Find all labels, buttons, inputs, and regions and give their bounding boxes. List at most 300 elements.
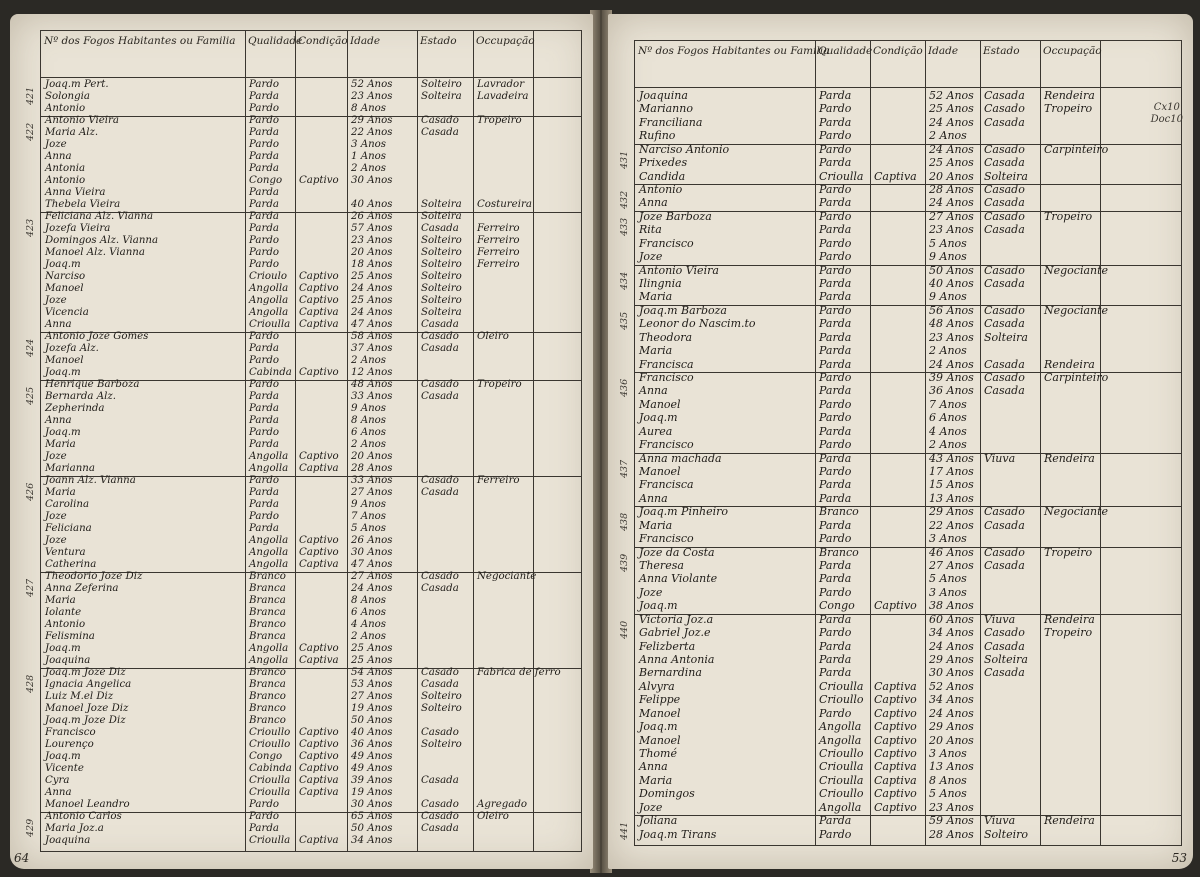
condicao-cell: Captiva [874,760,917,774]
estado-cell: Solteiro [421,247,462,258]
idade-cell: 56 Anos [929,303,974,317]
name-cell: Gabriel Joz.e [639,626,711,640]
idade-cell: 24 Anos [929,196,974,210]
qualidade-cell: Pardo [249,355,279,366]
ocupacao-cell: Rendeira [1044,612,1095,626]
estado-cell: Solteiro [421,691,462,702]
name-cell: Joaq.m [45,751,81,762]
name-cell: Thomé [639,747,677,760]
idade-cell: 50 Anos [929,263,974,277]
column-rule [925,41,926,845]
left-ledger-table [25,30,582,852]
estado-cell: Casado [421,811,459,822]
idade-cell: 25 Anos [351,271,393,282]
estado-cell: Solteira [421,211,462,222]
idade-cell: 48 Anos [351,379,393,390]
idade-cell: 24 Anos [351,583,393,594]
ocupacao-cell: Carpinteiro [1044,371,1109,384]
qualidade-cell: Pardo [249,331,279,342]
estado-cell: Solteira [984,653,1028,666]
name-cell: Antonio Carlos [45,811,122,822]
name-cell: Anna Zeferina [45,583,119,594]
ocupacao-cell: Tropeiro [477,379,522,390]
qualidade-cell: Parda [819,478,852,492]
idade-cell: 2 Anos [351,355,386,366]
qualidade-cell: Parda [249,127,279,138]
idade-cell: 25 Anos [351,643,393,654]
name-cell: Joaq.m Pert. [45,79,109,90]
qualidade-cell: Parda [819,639,852,653]
qualidade-cell: Parda [819,666,852,680]
column-rule [533,31,534,851]
idade-cell: 26 Anos [351,535,393,546]
idade-cell: 36 Anos [351,739,393,750]
estado-cell: Solteira [984,169,1028,183]
name-cell: Maria Joz.a [45,823,104,834]
column-rule [347,31,348,851]
condicao-cell: Captivo [874,706,917,720]
idade-cell: 25 Anos [351,655,393,666]
estado-cell: Solteira [421,199,462,210]
ocupacao-cell: Rendeira [1044,89,1095,102]
idade-cell: 3 Anos [929,532,967,546]
estado-cell: Casada [421,223,459,234]
qualidade-cell: Crioulla [249,787,291,798]
estado-cell: Casado [421,799,459,810]
name-cell: Maria Alz. [45,127,99,138]
name-cell: Solongia [45,91,90,102]
condicao-cell: Captivo [874,733,917,747]
fogo-number: 427 [25,578,36,597]
name-cell: Antonia [45,163,86,174]
condicao-cell: Captivo [299,751,339,762]
idade-cell: 33 Anos [351,391,393,402]
idade-cell: 2 Anos [929,438,967,452]
qualidade-cell: Crioullo [249,727,291,738]
qualidade-cell: Cabinda [249,367,292,378]
idade-cell: 40 Anos [351,727,393,738]
idade-cell: 3 Anos [351,139,386,150]
name-cell: Francisco [639,371,694,384]
name-cell: Joaq.m [45,643,81,654]
idade-cell: 25 Anos [929,102,974,116]
name-cell: Theodorio Joze Diz [45,571,143,582]
name-cell: Felippe [639,693,681,707]
estado-cell: Solteiro [421,271,462,282]
name-cell: Ilingnia [639,277,682,290]
estado-cell: Casado [984,626,1025,640]
idade-cell: 3 Anos [929,585,967,599]
estado-cell: Casada [984,559,1025,572]
ocupacao-cell: Oleiro [477,811,509,822]
name-cell: Maria [45,487,76,498]
condicao-cell: Captivo [874,720,917,734]
condicao-cell: Captiva [874,169,917,183]
idade-cell: 52 Anos [929,89,974,102]
qualidade-cell: Crioulo [249,271,288,282]
qualidade-cell: Pardo [249,811,279,822]
name-cell: Antonio Vieira [45,115,120,126]
qualidade-cell: Congo [249,751,283,762]
ocupacao-cell: Tropeiro [1044,626,1093,640]
name-cell: Joze [639,250,663,264]
condicao-cell: Captiva [299,559,339,570]
name-cell: Manoel Alz. Vianna [45,247,145,258]
qualidade-cell: Crioulla [819,169,864,183]
ocupacao-cell: Tropeiro [477,115,522,126]
idade-cell: 5 Anos [929,787,967,801]
name-cell: Joaq.m [45,427,81,438]
qualidade-cell: Parda [249,343,279,354]
name-cell: Joann Alz. Vianna [45,475,136,486]
ocupacao-cell: Fabrica de ferro [477,667,561,678]
qualidade-cell: Parda [819,223,852,237]
estado-cell: Casada [421,583,459,594]
idade-cell: 9 Anos [929,250,967,264]
condicao-cell: Captivo [874,800,917,814]
idade-cell: 27 Anos [929,559,974,572]
condicao-cell: Captivo [299,283,339,294]
fogo-number: 436 [619,378,630,397]
idade-cell: 8 Anos [929,773,967,787]
qualidade-cell: Pardo [249,475,279,486]
estado-cell: Casada [984,89,1025,102]
estado-cell: Solteiro [421,295,462,306]
idade-cell: 4 Anos [929,424,967,438]
ocupacao-cell: Negociante [1044,505,1109,519]
header-name-column: Nº dos Fogos Habitantes ou Familia [638,45,830,57]
qualidade-cell: Parda [249,487,279,498]
name-cell: Cyra [45,775,70,786]
qualidade-cell: Angolla [249,535,289,546]
idade-cell: 30 Anos [351,547,393,558]
qualidade-cell: Parda [819,277,852,290]
header-estado-column: Estado [983,45,1020,57]
name-cell: Joaq.m Pinheiro [639,505,729,519]
idade-cell: 29 Anos [929,653,974,666]
name-cell: Joze [45,451,67,462]
idade-cell: 34 Anos [929,626,974,640]
qualidade-cell: Parda [819,612,852,626]
idade-cell: 1 Anos [351,151,386,162]
fogo-number: 438 [619,513,630,532]
name-cell: Joaq.m [45,259,81,270]
name-cell: Manoel [639,733,681,747]
name-cell: Maria [639,344,673,358]
name-cell: Joaq.m Tirans [639,827,717,841]
idade-cell: 58 Anos [351,331,393,342]
idade-cell: 5 Anos [351,523,386,534]
condicao-cell: Captivo [299,295,339,306]
idade-cell: 7 Anos [929,397,967,411]
idade-cell: 5 Anos [929,236,967,250]
fogo-number: 426 [25,482,36,501]
name-cell: Anna [45,151,72,162]
column-rule [980,41,981,845]
name-cell: Manoel Joze Diz [45,703,129,714]
estado-cell: Solteiro [421,739,462,750]
idade-cell: 47 Anos [351,559,393,570]
ocupacao-cell: Lavadeira [477,91,529,102]
name-cell: Narciso [45,271,86,282]
qualidade-cell: Pardo [819,263,852,277]
qualidade-cell: Crioulla [249,835,291,846]
name-cell: Anna [45,787,72,798]
idade-cell: 4 Anos [351,619,386,630]
idade-cell: 27 Anos [929,209,974,223]
name-cell: Antonio [45,103,86,114]
name-cell: Felismina [45,631,95,642]
idade-cell: 28 Anos [351,463,393,474]
qualidade-cell: Angolla [249,559,289,570]
idade-cell: 13 Anos [929,760,974,774]
estado-cell: Casada [984,196,1025,210]
fogo-number: 433 [619,217,630,236]
name-cell: Carolina [45,499,90,510]
column-rule [417,31,418,851]
estado-cell: Solteiro [421,259,462,270]
name-cell: Joaq.m Joze Diz [45,667,126,678]
condicao-cell: Captivo [874,787,917,801]
header-ocupacao-column: Occupação [1043,45,1102,57]
qualidade-cell: Pardo [249,247,279,258]
idade-cell: 20 Anos [351,451,393,462]
qualidade-cell: Parda [819,572,852,586]
qualidade-cell: Pardo [819,438,852,452]
name-cell: Domingos Alz. Vianna [45,235,159,246]
name-cell: Joaq.m [639,599,678,613]
qualidade-cell: Angolla [249,283,289,294]
idade-cell: 50 Anos [351,823,393,834]
ocupacao-cell: Tropeiro [1044,102,1093,116]
qualidade-cell: Crioulla [249,319,291,330]
qualidade-cell: Parda [819,89,852,102]
header-estado-column: Estado [420,35,457,47]
name-cell: Rita [639,223,662,237]
idade-cell: 19 Anos [351,787,393,798]
idade-cell: 65 Anos [351,811,393,822]
estado-cell: Casado [984,183,1025,196]
estado-cell: Casado [421,331,459,342]
qualidade-cell: Parda [249,523,279,534]
name-cell: Antonio [639,183,683,196]
header-qualidade-column: Qualidade [818,45,873,57]
idade-cell: 24 Anos [929,706,974,720]
idade-cell: 12 Anos [351,367,393,378]
idade-cell: 46 Anos [929,545,974,559]
idade-cell: 54 Anos [351,667,393,678]
estado-cell: Viuva [984,451,1016,465]
name-cell: Theresa [639,559,684,572]
idade-cell: 33 Anos [351,475,393,486]
estado-cell: Casada [421,823,459,834]
estado-cell: Solteiro [421,283,462,294]
idade-cell: 60 Anos [929,612,974,626]
condicao-cell: Captiva [299,463,339,474]
ocupacao-cell: Costureira [477,199,532,210]
name-cell: Manoel [639,706,681,720]
estado-cell: Casada [421,391,459,402]
idade-cell: 34 Anos [351,835,393,846]
fogo-number: 431 [619,150,630,169]
estado-cell: Casada [421,343,459,354]
estado-cell: Casado [421,727,459,738]
condicao-cell: Captivo [299,367,339,378]
name-cell: Maria [639,518,673,532]
qualidade-cell: Parda [819,424,852,438]
estado-cell: Casada [984,639,1025,653]
idade-cell: 25 Anos [929,156,974,170]
idade-cell: 53 Anos [351,679,393,690]
condicao-cell: Captiva [299,787,339,798]
qualidade-cell: Parda [819,344,852,358]
qualidade-cell: Parda [819,330,852,344]
condicao-cell: Captivo [299,547,339,558]
stamp-line-box: Cx10 [1153,102,1180,113]
idade-cell: 8 Anos [351,103,386,114]
name-cell: Francisco [639,532,694,546]
stamp-line-doc: Doc10 [1150,114,1183,125]
qualidade-cell: Parda [249,391,279,402]
ocupacao-cell: Agregado [477,799,528,810]
qualidade-cell: Parda [819,653,852,666]
condicao-cell: Captivo [299,271,339,282]
qualidade-cell: Parda [819,814,852,828]
column-rule [295,31,296,851]
archive-stamp [1151,102,1183,126]
name-cell: Luiz M.el Diz [45,691,114,702]
estado-cell: Casada [984,223,1025,237]
qualidade-cell: Branca [249,631,286,642]
condicao-cell: Captivo [299,763,339,774]
idade-cell: 24 Anos [351,283,393,294]
qualidade-cell: Crioulla [819,773,864,787]
name-cell: Joze [45,139,67,150]
estado-cell: Casado [421,379,459,390]
idade-cell: 52 Anos [351,79,393,90]
qualidade-cell: Parda [819,196,852,210]
qualidade-cell: Pardo [819,465,852,478]
idade-cell: 36 Anos [929,384,974,398]
estado-cell: Casada [984,357,1025,371]
idade-cell: 6 Anos [351,607,386,618]
left-page-number: 64 [14,851,30,865]
right-ledger-table [619,40,1182,846]
qualidade-cell: Angolla [249,643,289,654]
name-cell: Anna [639,491,668,505]
qualidade-cell: Parda [249,439,279,450]
qualidade-cell: Pardo [819,209,852,223]
name-cell: Jozefa Alz. [45,343,99,354]
qualidade-cell: Parda [249,199,279,210]
idade-cell: 48 Anos [929,317,974,331]
idade-cell: 30 Anos [929,666,974,680]
name-cell: Catherina [45,559,97,570]
qualidade-cell: Pardo [249,103,279,114]
idade-cell: 20 Anos [929,169,974,183]
idade-cell: 22 Anos [929,518,974,532]
qualidade-cell: Angolla [249,451,289,462]
qualidade-cell: Pardo [819,827,852,841]
fogo-number: 428 [25,674,36,693]
qualidade-cell: Branca [249,607,286,618]
idade-cell: 19 Anos [351,703,393,714]
name-cell: Marianna [45,463,95,474]
qualidade-cell: Congo [249,175,283,186]
estado-cell: Solteiro [421,235,462,246]
estado-cell: Casado [984,371,1025,384]
name-cell: Joze [45,535,67,546]
name-cell: Vicencia [45,307,89,318]
name-cell: Joaq.m Barboza [639,303,727,317]
name-cell: Joze [45,295,67,306]
ocupacao-cell: Rendeira [1044,814,1095,828]
estado-cell: Casado [984,209,1025,223]
idade-cell: 59 Anos [929,814,974,828]
idade-cell: 23 Anos [929,800,974,814]
idade-cell: 24 Anos [351,307,393,318]
idade-cell: 27 Anos [351,691,393,702]
qualidade-cell: Pardo [819,585,852,599]
idade-cell: 23 Anos [351,235,393,246]
idade-cell: 20 Anos [351,247,393,258]
qualidade-cell: Angolla [819,800,862,814]
name-cell: Anna machada [639,451,722,465]
header-idade-column: Idade [928,45,959,57]
condicao-cell: Captivo [299,175,339,186]
qualidade-cell: Parda [819,317,852,331]
name-cell: Alvyra [639,679,675,693]
estado-cell: Casada [984,115,1025,129]
qualidade-cell: Branco [819,505,859,519]
qualidade-cell: Parda [819,156,852,170]
ocupacao-cell: Rendeira [1044,451,1095,465]
name-cell: Francisco [639,438,694,452]
idade-cell: 26 Anos [351,211,393,222]
idade-cell: 29 Anos [929,720,974,734]
condicao-cell: Captivo [874,747,917,760]
qualidade-cell: Pardo [819,129,852,143]
name-cell: Anna [639,384,668,398]
estado-cell: Casada [421,127,459,138]
idade-cell: 9 Anos [351,403,386,414]
idade-cell: 34 Anos [929,693,974,707]
ocupacao-cell: Tropeiro [1044,209,1093,223]
estado-cell: Casado [984,263,1025,277]
name-cell: Joaquina [45,835,91,846]
idade-cell: 18 Anos [351,259,393,270]
idade-cell: 17 Anos [929,465,974,478]
fogo-number: 437 [619,459,630,478]
qualidade-cell: Parda [249,163,279,174]
idade-cell: 24 Anos [929,357,974,371]
column-rule [1040,41,1041,845]
qualidade-cell: Parda [249,499,279,510]
estado-cell: Casada [984,666,1025,680]
qualidade-cell: Pardo [819,706,852,720]
idade-cell: 2 Anos [929,344,967,358]
name-cell: Rufino [639,129,676,143]
condicao-cell: Captiva [299,655,339,666]
name-cell: Iolante [45,607,82,618]
idade-cell: 20 Anos [929,733,974,747]
idade-cell: 2 Anos [351,163,386,174]
idade-cell: 8 Anos [351,595,386,606]
idade-cell: 28 Anos [929,183,974,196]
name-cell: Maria [45,439,76,450]
estado-cell: Casado [984,142,1025,156]
name-cell: Manoel [45,355,84,366]
